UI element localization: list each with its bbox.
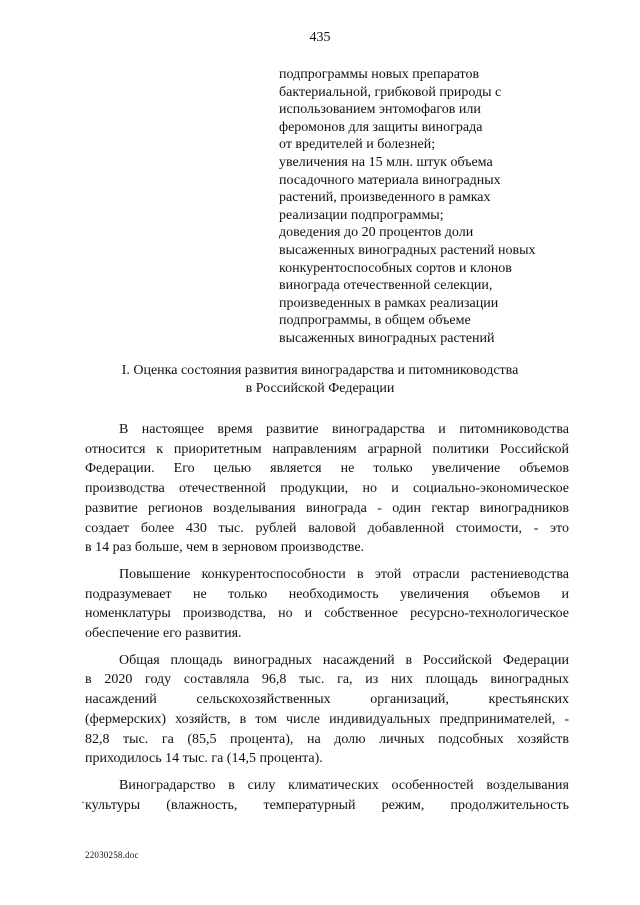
text-line: культуры (влажность, температурный режим, продолжительность [85, 797, 569, 813]
text-line: подпрограммы новых препаратов [279, 67, 480, 82]
text-line: обеспечение его развития. [85, 626, 242, 642]
text-line: использованием энтомофагов или [279, 102, 481, 118]
text-line: номенклатуры производства, но и собственное ресурсно-технологическое [85, 606, 569, 622]
paragraph [85, 776, 569, 815]
text-line: создает более 430 тыс. рублей валовой добавленной стоимости, - это [85, 520, 569, 536]
text-line: винограда отечественной селекции, [279, 278, 493, 294]
text-line: доведения до 20 процентов доли [279, 225, 474, 241]
text-line: подразумевает не только необходимость увеличения объемов и [85, 586, 569, 602]
text-line: относится к приоритетным направлениям аграрной политики Российской [85, 441, 569, 457]
text-line: высаженных виноградных растений новых [279, 242, 536, 258]
body-text [85, 420, 569, 822]
section-heading-line: в Российской Федерации [245, 380, 395, 396]
text-line: развитие регионов возделывания винограда - один гектар виноградников [85, 500, 569, 516]
subprogram-targets-block [279, 66, 579, 348]
text-line: высаженных виноградных растений [279, 330, 495, 346]
stray-mark: · [81, 795, 85, 809]
text-line: посадочного материала виноградных [279, 172, 501, 188]
text-line: приходилось 14 тыс. га (14,5 процента). [85, 751, 323, 767]
text-line: от вредителей и болезней; [279, 137, 436, 153]
text-line: реализации подпрограммы; [279, 207, 444, 223]
text-line: подпрограммы, в общем объеме [279, 313, 471, 329]
text-line: (фермерских) хозяйств, в том числе индивидуальных предпринимателей, - [85, 711, 569, 727]
text-line: растений, произведенного в рамках [279, 190, 491, 206]
text-line: Виноградарство в силу климатических особенностей возделывания [119, 777, 569, 793]
paragraph [85, 651, 569, 769]
text-line: Общая площадь виноградных насаждений в Российской Федерации [119, 652, 569, 668]
document-footer-filename: 22030258.doc [85, 850, 139, 860]
text-line: Повышение конкурентоспособности в этой отрасли растениеводства [119, 566, 569, 582]
text-line: конкурентоспособных сортов и клонов [279, 260, 512, 276]
text-line: феромонов для защиты винограда [279, 119, 483, 135]
text-line: производства отечественной продукции, но и социально-экономическое [85, 481, 569, 497]
text-line: в 14 раз больше, чем в зерновом производстве. [85, 540, 365, 556]
text-line: 82,8 тыс. га (85,5 процента), на долю личных подсобных хозяйств [85, 731, 569, 747]
text-line: в 2020 году составляла 96,8 тыс. га, из них площадь виноградных [85, 672, 569, 688]
text-line: бактериальной, грибковой природы с [279, 84, 502, 100]
page-number: 435 [309, 30, 331, 45]
section-heading [90, 362, 550, 397]
text-line: произведенных в рамках реализации [279, 295, 499, 311]
text-line: насаждений сельскохозяйственных организаций, крестьянских [85, 692, 569, 708]
section-heading-line: I. Оценка состояния развития виноградарства и питомниководства [121, 363, 519, 378]
paragraph [85, 565, 569, 644]
text-line: Федерации. Его целью является не только увеличение объемов [85, 461, 569, 477]
text-line: В настоящее время развитие виноградарства и питомниководства [119, 422, 569, 437]
paragraph [85, 420, 569, 558]
text-line: увеличения на 15 млн. штук объема [279, 154, 493, 170]
